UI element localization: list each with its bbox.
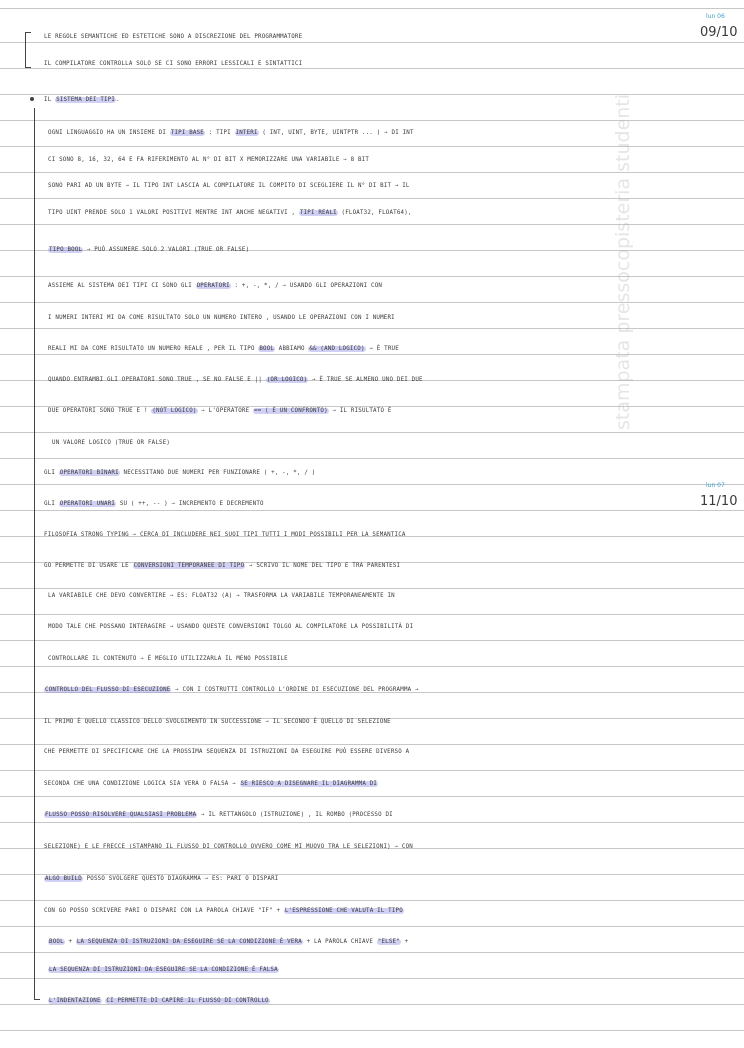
note-line — [0, 522, 744, 548]
line-text: LE REGOLE SEMANTICHE ED ESTETICHE SONO A DISCREZIONE DEL PROGRAMMATORE — [44, 34, 303, 40]
page-number-2: 11/10 — [700, 494, 738, 509]
highlighted-text: TIPI REALI — [299, 210, 337, 216]
highlighted-text: "ELSE" — [377, 939, 400, 945]
highlighted-text: FLUSSO POSSO RISOLVERE QUALSIASI PROBLEMA — [45, 812, 197, 818]
highlighted-text: OPERATORI UNARI — [59, 501, 116, 507]
note-line — [0, 583, 744, 609]
highlighted-text: L'ESPRESSIONE CHE VALUTA IL TIPO — [284, 908, 403, 914]
page-number-1: 09/10 — [700, 25, 738, 40]
line-text: IL PRIMO È QUELLO CLASSICO DELLO SVOLGIMENTO IN SUCCESSIONE → IL SECONDO È QUELLO DI SELEZIONE — [44, 719, 391, 725]
highlighted-text: SE RIESCO A DISEGNARE IL DIAGRAMMA DI — [240, 781, 378, 787]
header-date-1: lun 06 — [706, 13, 725, 20]
highlighted-text: CI PERMETTE DI CAPIRE IL FLUSSO DI CONTROLLO — [106, 998, 269, 1004]
line-text: GO PERMETTE DI USARE LE — [44, 563, 133, 569]
line-text: UN VALORE LOGICO (TRUE OR FALSE) — [52, 440, 171, 446]
note-line — [0, 87, 744, 113]
note-line — [0, 614, 744, 640]
highlighted-text: OPERATORI — [196, 283, 230, 289]
highlighted-text: INTERI — [235, 130, 258, 136]
highlighted-text: OPERATORI BINARI — [59, 470, 119, 476]
line-text: → È TRUE — [365, 346, 399, 352]
line-text: MODO TALE CHE POSSANO INTERAGIRE → USANDO QUESTE CONVERSIONI TOLGO AL COMPILATORE LA POSSIBILITÀ DI — [48, 624, 414, 630]
line-text: POSSO SVOLGERE QUESTO DIAGRAMMA → ES: PARI O DISPARI — [82, 876, 279, 882]
line-text: CI SONO 8, 16, 32, 64 E FA RIFERIMENTO AL N° DI BIT X MEMORIZZARE UNA VARIABILE → 8 BIT — [48, 157, 370, 163]
highlighted-text: SISTEMA DEI TIPI — [56, 97, 116, 103]
note-line — [0, 957, 744, 983]
note-line — [0, 677, 744, 703]
line-text: DUE OPERATORI SONO TRUE E ! — [48, 408, 152, 414]
note-line — [0, 739, 744, 765]
line-text: NECESSITANO DUE NUMERI PER FUNZIONARE ( +, -, *, / ) — [119, 470, 316, 476]
note-line — [0, 802, 744, 828]
line-text: GLI — [44, 470, 59, 476]
line-text: ASSIEME AL SISTEMA DEI TIPI CI SONO GLI — [48, 283, 196, 289]
line-text: LA VARIABILE CHE DEVO CONVERTIRE → ES: FLOAT32 (A) → TRASFORMA LA VARIABILE TEMPORANEAMENTE IN — [48, 593, 395, 599]
line-text: → IL RISULTATO È — [328, 408, 392, 414]
highlighted-text: TIPI BASE — [170, 130, 204, 136]
line-text: I NUMERI INTERI MI DA COME RISULTATO SOLO UN NUMERO INTERO , USANDO LE OPERAZIONI CON I NUMERI — [48, 315, 395, 321]
line-text: → IL RETTANGOLO (ISTRUZIONE) , IL ROMBO (PROCESSO DI — [197, 812, 393, 818]
highlighted-text: TIPO BOOL — [49, 247, 83, 253]
watermark: stampata pressocopisteria studenti — [612, 93, 634, 430]
line-text: GLI — [44, 501, 59, 507]
note-line — [0, 51, 744, 77]
line-text: . — [116, 97, 120, 103]
highlighted-text: == ( È UN CONFRONTO) — [253, 408, 328, 414]
note-line — [0, 398, 744, 424]
line-text: → SCRIVO IL NOME DEL TIPO E TRA PARENTESI — [245, 563, 401, 569]
note-line — [0, 771, 744, 797]
note-line — [0, 237, 744, 263]
note-line — [0, 709, 744, 735]
line-text: → CON I COSTRUTTI CONTROLLO L'ORDINE DI ESECUZIONE DEL PROGRAMMA → — [171, 687, 419, 693]
line-text: ( INT, UINT, BYTE, UINTPTR ... ) → DI INT — [258, 130, 414, 136]
line-text: → È TRUE SE ALMENO UNO DEI DUE — [308, 377, 423, 383]
line-text: QUANDO ENTRAMBI GLI OPERATORI SONO TRUE , SE NO FALSE E || — [48, 377, 266, 383]
highlighted-text: LA SEQUENZA DI ISTRUZIONI DA ESEGUIRE SE LA CONDIZIONE È FALSA — [49, 967, 278, 973]
line-text: SONO PARI AD UN BYTE → IL TIPO INT LASCIA AL COMPILATORE IL COMPITO DI SCEGLIERE IL N° DI BIT → IL — [48, 183, 410, 189]
line-text: : +, -, *, / → USANDO GLI OPERAZIONI CON — [230, 283, 383, 289]
highlighted-text: CONTROLLO DEL FLUSSO DI ESECUZIONE — [45, 687, 171, 693]
note-line — [0, 460, 744, 486]
line-text: SU ( ++, -- ) → INCREMENTO E DECREMENTO — [116, 501, 264, 507]
line-text: CHE PERMETTE DI SPECIFICARE CHE LA PROSSIMA SEQUENZA DI ISTRUZIONI DA ESEGUIRE PUÒ ESSERE DIVERSO A — [44, 749, 410, 755]
note-line — [0, 120, 744, 146]
line-text: REALI MI DA COME RISULTATO UN NUMERO REALE , PER IL TIPO — [48, 346, 259, 352]
highlighted-text: BOOL — [259, 346, 275, 352]
line-text: + — [64, 939, 76, 945]
line-text: + LA PAROLA CHIAVE — [302, 939, 377, 945]
note-line — [0, 336, 744, 362]
note-line — [0, 173, 744, 199]
note-line — [0, 646, 744, 672]
line-text: → PUÒ ASSUMERE SOLO 2 VALORI (TRUE OR FALSE) — [83, 247, 250, 253]
note-line — [0, 491, 744, 517]
note-line — [0, 430, 744, 456]
highlighted-text: LA SEQUENZA DI ISTRUZIONI DA ESEGUIRE SE LA CONDIZIONE È VERA — [76, 939, 302, 945]
line-text: FILOSOFIA STRONG TYPING → CERCA DI INCLUDERE NEI SUOI TIPI TUTTI I MODI POSSIBILI PER LA SEMANTICA — [44, 532, 406, 538]
note-line — [0, 553, 744, 579]
line-text: IL — [44, 97, 56, 103]
line-text: OGNI LINGUAGGIO HA UN INSIEME DI — [48, 130, 170, 136]
line-text: CON GO POSSO SCRIVERE PARI O DISPARI CON LA PAROLA CHIAVE "IF" + — [44, 908, 284, 914]
highlighted-text: (NOT LOGICO) — [152, 408, 197, 414]
header-date-2: lun 07 — [706, 482, 725, 489]
line-text: IL COMPILATORE CONTROLLA SOLO SE CI SONO ERRORI LESSICALI E SINTATTICI — [44, 61, 303, 67]
note-line — [0, 929, 744, 955]
line-text: TIPO UINT PRENDE SOLO 1 VALORI POSITIVI MENTRE INT ANCHE NEGATIVI , — [48, 210, 299, 216]
line-text: ABBIAMO — [275, 346, 309, 352]
highlighted-text: BOOL — [49, 939, 64, 945]
line-text: → L'OPERATORE — [197, 408, 253, 414]
line-text: : TIPI — [205, 130, 235, 136]
line-text: (FLOAT32, FLOAT64), — [337, 210, 412, 216]
note-line — [0, 24, 744, 50]
note-line — [0, 988, 744, 1014]
line-text: CONTROLLARE IL CONTENUTO → È MEGLIO UTILIZZARLA IL MENO POSSIBILE — [48, 656, 288, 662]
note-line — [0, 200, 744, 226]
line-text: + — [400, 939, 409, 945]
note-line — [0, 367, 744, 393]
highlighted-text: L'INDENTAZIONE — [49, 998, 101, 1004]
highlighted-text: (OR LOGICO) — [266, 377, 308, 383]
note-line — [0, 834, 744, 860]
highlighted-text: CONVERSIONI TEMPORANEE DI TIPO — [133, 563, 245, 569]
highlighted-text: && (AND LOGICO) — [309, 346, 365, 352]
note-line — [0, 305, 744, 331]
highlighted-text: ALGO BUILD — [45, 876, 82, 882]
note-line — [0, 147, 744, 173]
note-line — [0, 898, 744, 924]
line-text: SECONDA CHE UNA CONDIZIONE LOGICA SIA VERA O FALSA → — [44, 781, 240, 787]
note-line — [0, 273, 744, 299]
line-text: SELEZIONE) E LE FRECCE (STAMPANO IL FLUSSO DI CONTROLLO OVVERO COME MI MUOVO TRA LE SELEZIONI) → CON — [44, 844, 414, 850]
note-line — [0, 866, 744, 892]
